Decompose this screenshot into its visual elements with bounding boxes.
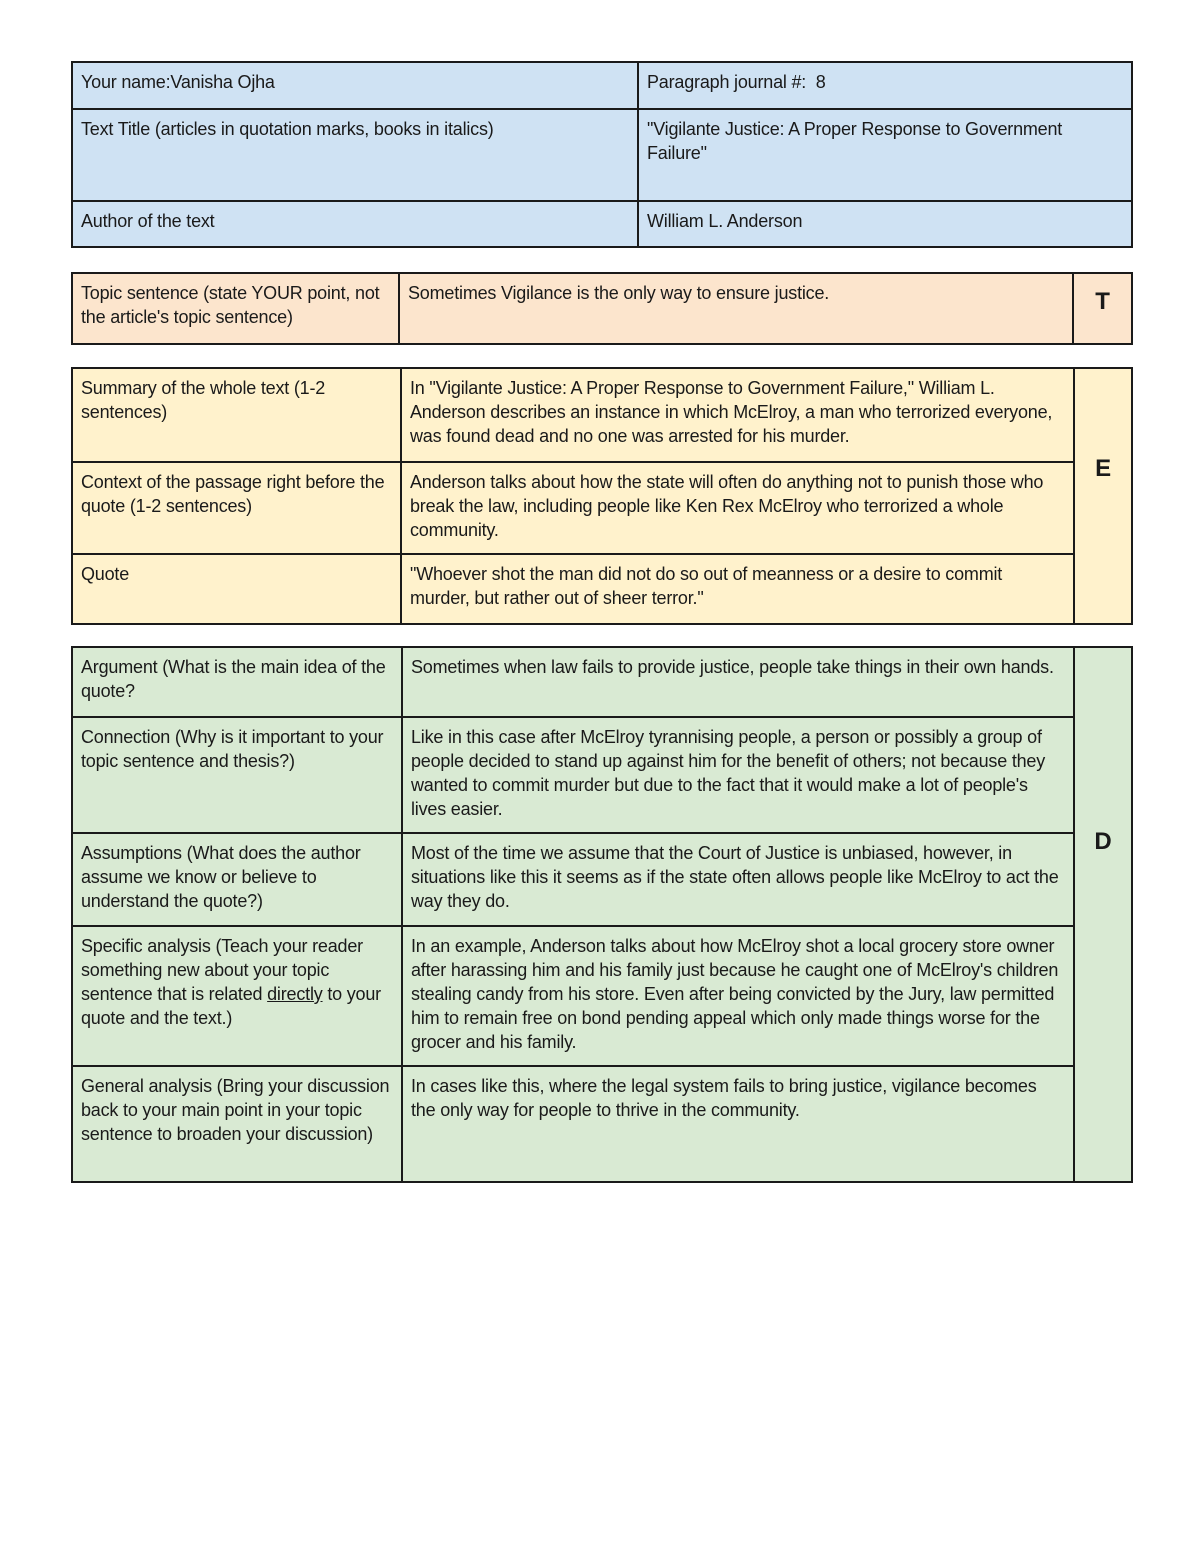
- name-value: Vanisha Ojha: [170, 72, 275, 92]
- author-value: William L. Anderson: [638, 201, 1132, 247]
- topic-letter: T: [1073, 273, 1132, 344]
- argument-label: Argument (What is the main idea of the quote?: [72, 647, 402, 717]
- discussion-letter: D: [1074, 647, 1132, 1182]
- journal-cell: [638, 62, 1132, 109]
- author-label: Author of the text: [72, 201, 638, 247]
- summary-label: Summary of the whole text (1-2 sentences): [72, 368, 401, 462]
- argument-value: Sometimes when law fails to provide justice, people take things in their own hands.: [402, 647, 1074, 717]
- assumptions-value: Most of the time we assume that the Court of Justice is unbiased, however, in situations like this it seems as if the state often allows people like McElroy to act the way they do.: [402, 833, 1074, 926]
- general-label: General analysis (Bring your discussion back to your main point in your topic sentence to broaden your discussion): [72, 1066, 402, 1182]
- name-label: Your name:: [81, 72, 171, 92]
- topic-value: Sometimes Vigilance is the only way to ensure justice.: [399, 273, 1073, 344]
- title-value: "Vigilante Justice: A Proper Response to Government Failure": [638, 109, 1132, 201]
- specific-label-emphasis: directly: [267, 984, 323, 1004]
- connection-value: Like in this case after McElroy tyrannising people, a person or possibly a group of people decided to stand up against him for the benefit of others; not because they wanted to commit murder but due to the fact that it would make a lot of people's lives easier.: [402, 717, 1074, 833]
- journal-label: Paragraph journal #:: [647, 72, 807, 92]
- evidence-table: [71, 367, 1133, 625]
- specific-label-text: Specific analysis (Teach your reader something new about your topic sentence that is related: [81, 936, 363, 1004]
- specific-label-tail: to your quote and the text.): [81, 984, 381, 1028]
- context-label: Context of the passage right before the quote (1-2 sentences): [72, 462, 401, 554]
- topic-label: Topic sentence (state YOUR point, not the article's topic sentence): [72, 273, 399, 344]
- topic-table: [71, 272, 1133, 345]
- journal-value: 8: [815, 72, 826, 92]
- specific-label: [72, 926, 402, 1066]
- quote-value: "Whoever shot the man did not do so out of meanness or a desire to commit murder, but rather out of sheer terror.": [401, 554, 1074, 624]
- assumptions-label: Assumptions (What does the author assume we know or believe to understand the quote?): [72, 833, 402, 926]
- header-table: [71, 61, 1133, 248]
- context-value: Anderson talks about how the state will often do anything not to punish those who break the law, including people like Ken Rex McElroy who terrorized a whole community.: [401, 462, 1074, 554]
- summary-value: In "Vigilante Justice: A Proper Response to Government Failure," William L. Anderson describes an instance in which McElroy, a man who terrorized everyone, was found dead and no one was arrested for his murder.: [401, 368, 1074, 462]
- general-value: In cases like this, where the legal system fails to bring justice, vigilance becomes the only way for people to thrive in the community.: [402, 1066, 1074, 1182]
- evidence-letter: E: [1074, 368, 1132, 624]
- name-cell: [72, 62, 638, 109]
- discussion-table: [71, 646, 1133, 1183]
- specific-value: In an example, Anderson talks about how McElroy shot a local grocery store owner after harassing him and his family just because he caught one of McElroy's children stealing candy from his store. Even after being convicted by the Jury, law permitted him to remain free on bond pending appeal which only made things worse for the grocer and his family.: [402, 926, 1074, 1066]
- title-label: Text Title (articles in quotation marks, books in italics): [72, 109, 638, 201]
- quote-label: Quote: [72, 554, 401, 624]
- connection-label: Connection (Why is it important to your topic sentence and thesis?): [72, 717, 402, 833]
